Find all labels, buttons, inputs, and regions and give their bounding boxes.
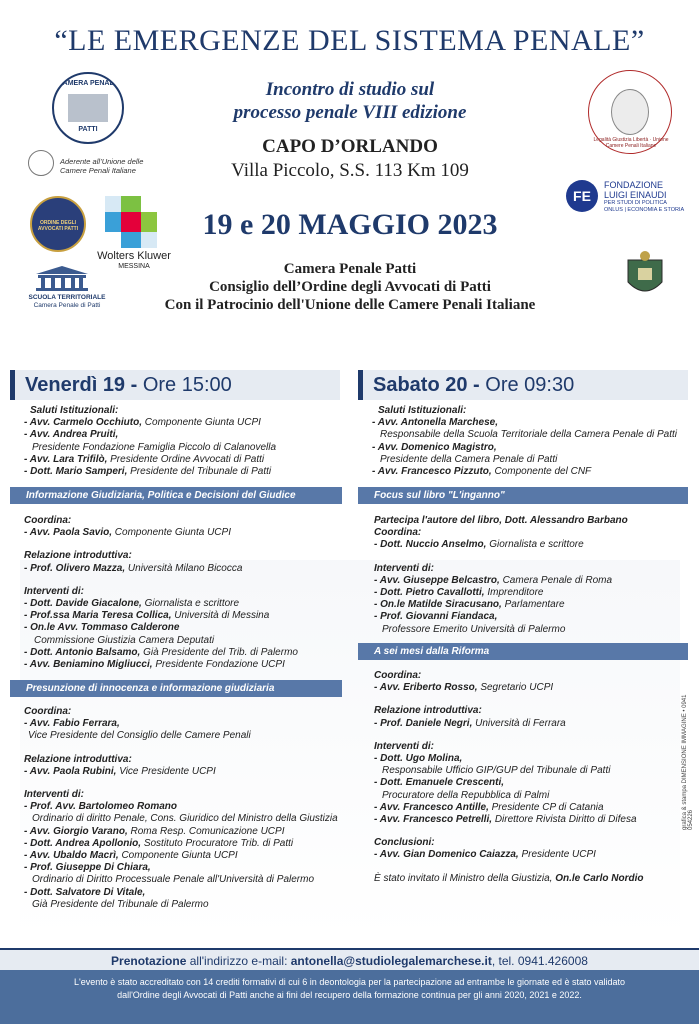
organizer-line-3: Con il Patrocinio dell'Unione delle Camere Penali Italiane (164, 297, 536, 313)
day1-saluti-title: Saluti Istituzionali: (30, 405, 119, 416)
wolters-kluwer-name: Wolters Kluwer (97, 250, 171, 262)
day1-time: Ore 15:00 (142, 374, 232, 396)
logo-camera-penale-top: CAMERA PENALE (57, 80, 119, 87)
booking-text: all'indirizzo e-mail: (189, 954, 288, 968)
day2-saluti-title: Saluti Istituzionali: (378, 405, 467, 416)
credits-line-1: L'evento è stato accreditato con 14 crediti formativi di cui 6 in deontologia per la partecipazione ad entrambe le giornate ed è stato validato (73, 977, 626, 987)
ucpi-small-seal-icon (28, 150, 54, 176)
list-item: - Avv. Francesco Antille, Presidente CP di Catania (374, 801, 604, 813)
fondazione-einaudi-fe-icon: FE (566, 180, 598, 212)
s2-coord-label: Coordina: (24, 706, 72, 717)
event-venue: Villa Piccolo, S.S. 113 Km 109 (231, 160, 469, 181)
d2-s1-coord-label: Coordina: (374, 527, 422, 539)
list-item: - Avv. Antonella Marchese, (372, 417, 498, 429)
aderente-ucpi-text: Aderente all’Unione delle Camere Penali Italiane (60, 157, 144, 175)
list-item: - Avv. Fabio Ferrara, (24, 718, 120, 730)
fondazione-line-2: LUIGI EINAUDI (604, 190, 667, 200)
list-item: - Avv. Ubaldo Macrì, Componente Giunta UCPI (24, 850, 238, 862)
d2-s1-int-label: Interventi di: (374, 562, 435, 574)
list-item: Ordinario di diritto Penale, Cons. Giuridico del Ministro della Giustizia (32, 813, 338, 825)
day2-header (358, 370, 688, 400)
list-item: - Dott. Salvatore Di Vitale, (24, 886, 146, 898)
organizer-line-2: Consiglio dell’Ordine degli Avvocati di Patti (209, 279, 491, 295)
wolters-kluwer-logo-icon (105, 196, 157, 248)
ordine-avvocati-patti-logo (30, 196, 86, 252)
list-item: - Avv. Andrea Pruiti, (24, 429, 119, 441)
list-item: Già Presidente del Tribunale di Palermo (32, 898, 209, 910)
credits-line-2: dall'Ordine degli Avvocati di Patti anche ai fini del recupero della formazione continua per gli anni 2020, 2021 e 2022. (117, 990, 582, 1000)
list-item: Ordinario di Diritto Processuale Penale all'Università di Palermo (32, 874, 315, 886)
list-item: - Avv. Giorgio Varano, Roma Resp. Comunicazione UCPI (24, 825, 285, 837)
d2-s2-rel-label: Relazione introduttiva: (374, 705, 482, 717)
day1-session2-title: Presunzione di innocenza e informazione giudiziaria (10, 680, 342, 697)
subtitle-line-2: processo penale VIII edizione (233, 102, 467, 123)
s2-int-label: Interventi di: (24, 789, 85, 801)
booking-email-link[interactable]: antonella@studiolegalemarchese.it (290, 954, 492, 968)
conclusions-label: Conclusioni: (374, 837, 435, 849)
day1-saluti (24, 405, 344, 478)
list-item: - Avv. Beniamino Migliucci, Presidente Fondazione UCPI (24, 659, 285, 671)
list-item: - Dott. Antonio Balsamo, Già Presidente del Trib. di Palermo (24, 646, 298, 658)
scuola-territoriale-line2: Camera Penale di Patti (33, 302, 101, 309)
printer-credit: grafica & stampa DIMENSIONE IMMAGINE • 0941 054226 (682, 694, 694, 830)
day1-header (10, 370, 340, 400)
s1-coord-label: Coordina: (24, 515, 72, 526)
list-item: Procuratore della Repubblica di Palmi (382, 789, 550, 801)
list-item: - Dott. Nuccio Anselmo, Giornalista e scrittore (374, 539, 584, 551)
ucpi-logo (588, 70, 672, 154)
event-city: CAPO D’ORLANDO (262, 136, 438, 157)
list-item: Responsabile Ufficio GIP/GUP del Tribunale di Patti (382, 765, 611, 777)
building-icon (68, 94, 108, 122)
fondazione-line-1: FONDAZIONE (604, 180, 664, 190)
day2-time: Ore 09:30 (485, 374, 575, 396)
day1-label: Venerdì 19 - (25, 374, 138, 396)
list-item: - On.le Avv. Tommaso Calderone (24, 622, 180, 634)
event-subtitle (180, 78, 520, 124)
booking-label: Prenotazione (111, 954, 187, 968)
event-date: 19 e 20 MAGGIO 2023 (202, 208, 498, 241)
list-item: Commissione Giustizia Camera Deputati (34, 634, 215, 646)
ordine-avvocati-label: ORDINE DEGLI AVVOCATI PATTI (37, 220, 79, 232)
credits-bar (0, 970, 699, 1024)
d2-s2-coord-label: Coordina: (374, 670, 422, 681)
list-item: - Dott. Mario Samperi, Presidente del Tribunale di Patti (24, 466, 272, 478)
list-item: - Avv. Paola Rubini, Vice Presidente UCPI (24, 765, 216, 777)
subtitle-line-1: Incontro di studio sul (265, 79, 435, 100)
list-item: Responsabile della Scuola Territoriale della Camera Penale di Patti (380, 429, 678, 441)
day1-session1-title: Informazione Giudiziaria, Politica e Decisioni del Giudice (10, 487, 342, 504)
list-item: - Avv. Carmelo Occhiuto, Componente Giunta UCPI (24, 417, 261, 429)
day1-session1 (24, 515, 344, 671)
day2-session1 (374, 515, 690, 636)
list-item: Presidente della Camera Penale di Patti (380, 453, 558, 465)
list-item: - Avv. Giuseppe Belcastro, Camera Penale di Roma (374, 574, 613, 586)
list-item: Presidente Fondazione Famiglia Piccolo di Calanovella (32, 441, 277, 453)
scuola-territoriale-line1: SCUOLA TERRITORIALE (28, 294, 106, 301)
d2-s2-int-label: Interventi di: (374, 740, 435, 752)
portrait-icon (611, 89, 649, 135)
list-item: - Avv. Domenico Magistro, (372, 441, 497, 453)
day2-session1-title: Focus sul libro "L'inganno" (358, 487, 688, 504)
list-item: - Prof.ssa Maria Teresa Collica, Università di Messina (24, 610, 270, 622)
list-item: - Avv. Eriberto Rosso, Segretario UCPI (374, 682, 554, 694)
camera-penale-patti-logo (52, 72, 124, 144)
list-item: - Prof. Avv. Bartolomeo Romano (24, 801, 177, 813)
s1-int-label: Interventi di: (24, 585, 85, 597)
list-item: - Dott. Emanuele Crescenti, (374, 777, 505, 789)
day2-saluti (372, 405, 688, 478)
logo-camera-penale-bottom: PATTI (78, 126, 98, 133)
list-item: - Dott. Pietro Cavallotti, Imprenditore (374, 587, 544, 599)
list-item: - Prof. Olivero Mazza, Università Milano Bicocca (24, 562, 243, 574)
list-item: - Dott. Andrea Apollonio, Sostituto Procuratore Trib. di Patti (24, 837, 294, 849)
fondazione-line-3: PER STUDI DI POLITICA (604, 200, 667, 206)
scuola-territoriale-temple-icon (32, 266, 92, 292)
list-item: - Prof. Giuseppe Di Chiara, (24, 862, 151, 874)
list-item: - Avv. Francesco Pizzuto, Componente del CNF (372, 466, 592, 478)
minister-invite: È stato invitato il Ministro della Giustizia, On.le Carlo Nordio (374, 872, 644, 884)
fondazione-einaudi-text (604, 180, 699, 214)
wolters-kluwer-city: MESSINA (118, 263, 150, 270)
organizers (140, 260, 560, 314)
day2-session2-title: A sei mesi dalla Riforma (358, 643, 688, 660)
book-author-intro: Partecipa l'autore del libro, Dott. Alessandro Barbano (374, 515, 628, 526)
booking-bar (0, 948, 699, 970)
organizer-line-1: Camera Penale Patti (283, 261, 417, 277)
day1-session2 (24, 706, 344, 911)
list-item: - Avv. Gian Domenico Caiazza, Presidente UCPI (374, 849, 596, 861)
list-item: - Prof. Daniele Negri, Università di Ferrara (374, 717, 566, 729)
day2-session2 (374, 670, 674, 885)
day2-label: Sabato 20 - (373, 374, 480, 396)
list-item: Vice Presidente del Consiglio delle Camere Penali (28, 730, 251, 742)
list-item: - Avv. Paola Savio, Componente Giunta UCPI (24, 527, 231, 539)
page-title: “LE EMERGENZE DEL SISTEMA PENALE” (54, 24, 645, 57)
list-item: - Prof. Giovanni Fiandaca, (374, 611, 498, 623)
fondazione-line-4: ONLUS | ECONOMIA E STORIA (604, 207, 685, 213)
list-item: - Avv. Lara Trifilò, Presidente Ordine Avvocati di Patti (24, 453, 265, 465)
booking-phone: , tel. 0941.426008 (491, 954, 588, 968)
list-item: - Avv. Francesco Petrelli, Direttore Rivista Diritto di Difesa (374, 814, 637, 826)
list-item: Professore Emerito Università di Palermo (382, 623, 566, 635)
list-item: - On.le Matilde Siracusano, Parlamentare (374, 599, 565, 611)
list-item: - Dott. Davide Giacalone, Giornalista e scrittore (24, 598, 240, 610)
ucpi-ring-text: Legalità Giustizia Libertà · Unione Camere Penali Italiane (593, 137, 669, 149)
s1-rel-label: Relazione introduttiva: (24, 550, 132, 562)
list-item: - Dott. Ugo Molina, (374, 753, 463, 765)
comune-crest-icon (622, 250, 668, 304)
s2-rel-label: Relazione introduttiva: (24, 753, 132, 765)
